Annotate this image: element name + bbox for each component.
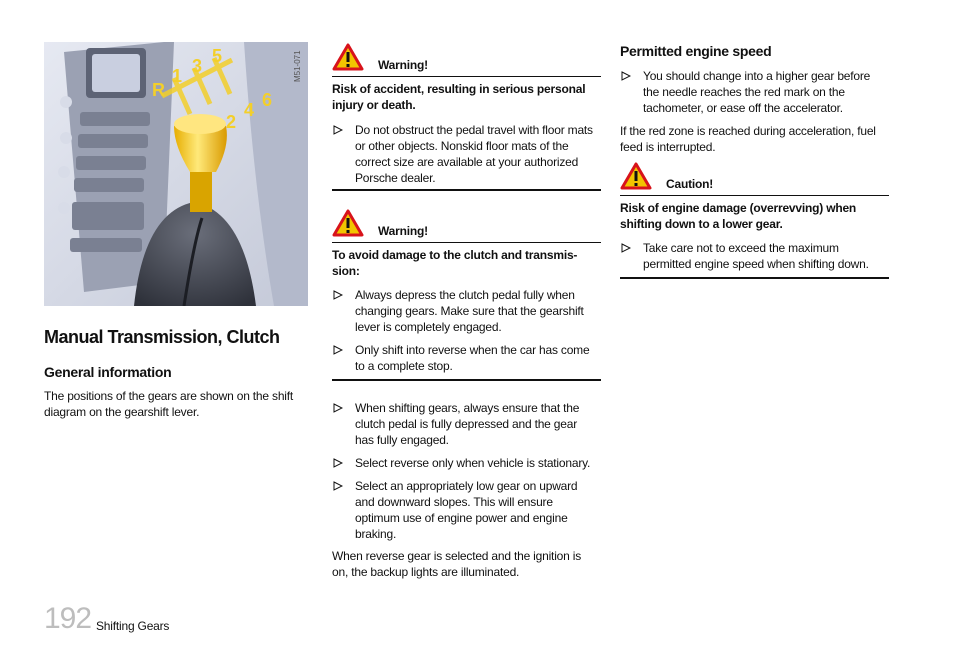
text-line: has fully engaged. [355, 433, 449, 447]
footer-section-title: Shifting Gears [96, 619, 170, 633]
list-item-text [355, 122, 601, 186]
general-information-text [44, 388, 306, 420]
caution-label: Caution! [666, 177, 714, 191]
list-item-text [643, 240, 889, 272]
image-code: M51-071 [293, 50, 302, 82]
gear-label-5: 5 [212, 46, 223, 66]
text-line: When shifting gears, always ensure that the [355, 401, 580, 415]
reverse-lights-text [332, 548, 601, 580]
bullet-arrow-icon [333, 402, 343, 414]
bullet-arrow-icon [333, 289, 343, 301]
text-line: injury or death. [332, 98, 416, 112]
text-line: correct size are available at your authorized [355, 155, 579, 169]
text-line: optimum use of engine power and engine [355, 511, 568, 525]
warning-icon [332, 43, 364, 71]
list-item-text [355, 455, 601, 471]
bullet-arrow-icon [621, 242, 631, 254]
caution-icon [620, 162, 652, 190]
warning-statement [332, 81, 601, 113]
section-heading-general-information: General information [44, 364, 172, 380]
bullet-arrow-icon [333, 457, 343, 469]
list-item-text [355, 287, 601, 335]
divider [332, 379, 601, 381]
text-line: If the red zone is reached during acceleration, fuel [620, 124, 876, 138]
divider [620, 195, 889, 196]
text-line: Select reverse only when vehicle is stationary. [355, 456, 591, 470]
red-zone-text [620, 123, 889, 155]
text-line: sion: [332, 264, 360, 278]
text-line: permitted engine speed when shifting down. [643, 257, 869, 271]
divider [620, 277, 889, 279]
text-line: Only shift into reverse when the car has come [355, 343, 590, 357]
text-line: Do not obstruct the pedal travel with floor mats [355, 123, 593, 137]
text-line: tachometer, or ease off the accelerator. [643, 101, 843, 115]
list-item-text [355, 400, 601, 448]
list-item-text [643, 68, 889, 116]
gear-label-4: 4 [244, 100, 255, 120]
text-line: the needle reaches the red mark on the [643, 85, 845, 99]
gearshift-illustration [44, 42, 308, 306]
text-line: Risk of accident, resulting in serious personal [332, 82, 586, 96]
bullet-arrow-icon [621, 70, 631, 82]
gear-label-r: R [152, 80, 165, 100]
gear-label-3: 3 [192, 56, 203, 76]
text-line: diagram on the gearshift lever. [44, 405, 200, 419]
text-line: lever is completely engaged. [355, 320, 502, 334]
bullet-arrow-icon [333, 480, 343, 492]
text-line: to a complete stop. [355, 359, 453, 373]
text-line: on, the backup lights are illuminated. [332, 565, 520, 579]
text-line: and downward slopes. This will ensure [355, 495, 553, 509]
bullet-arrow-icon [333, 124, 343, 136]
text-line: braking. [355, 527, 397, 541]
section-heading-permitted-engine-speed: Permitted engine speed [620, 43, 772, 59]
page-heading: Manual Transmission, Clutch [44, 327, 280, 347]
text-line: Risk of engine damage (overrevving) when [620, 201, 857, 215]
divider [332, 189, 601, 191]
text-line: Take care not to exceed the maximum [643, 241, 839, 255]
divider [332, 242, 601, 243]
list-item-text [355, 478, 601, 542]
list-item-text [355, 342, 601, 374]
gear-label-2: 2 [226, 112, 237, 132]
text-line: Select an appropriately low gear on upward [355, 479, 578, 493]
text-line: clutch pedal is fully depressed and the gear [355, 417, 578, 431]
divider [332, 76, 601, 77]
page-number: 192 [44, 602, 92, 635]
text-line: The positions of the gears are shown on the shift [44, 389, 294, 403]
text-line: feed is interrupted. [620, 140, 716, 154]
text-line: To avoid damage to the clutch and transmis- [332, 248, 578, 262]
bullet-arrow-icon [333, 344, 343, 356]
text-line: changing gears. Make sure that the gearshift [355, 304, 584, 318]
gear-label-1: 1 [172, 66, 183, 86]
warning-statement [332, 247, 601, 279]
text-line: Always depress the clutch pedal fully when [355, 288, 575, 302]
caution-statement [620, 200, 889, 232]
text-line: Porsche dealer. [355, 171, 436, 185]
gear-label-6: 6 [262, 90, 273, 110]
text-line: shifting down to a lower gear. [620, 217, 783, 231]
text-line: You should change into a higher gear before [643, 69, 871, 83]
warning-label: Warning! [378, 58, 428, 72]
warning-label: Warning! [378, 224, 428, 238]
warning-icon [332, 209, 364, 237]
text-line: or other objects. Nonskid floor mats of the [355, 139, 569, 153]
text-line: When reverse gear is selected and the ignition is [332, 549, 582, 563]
